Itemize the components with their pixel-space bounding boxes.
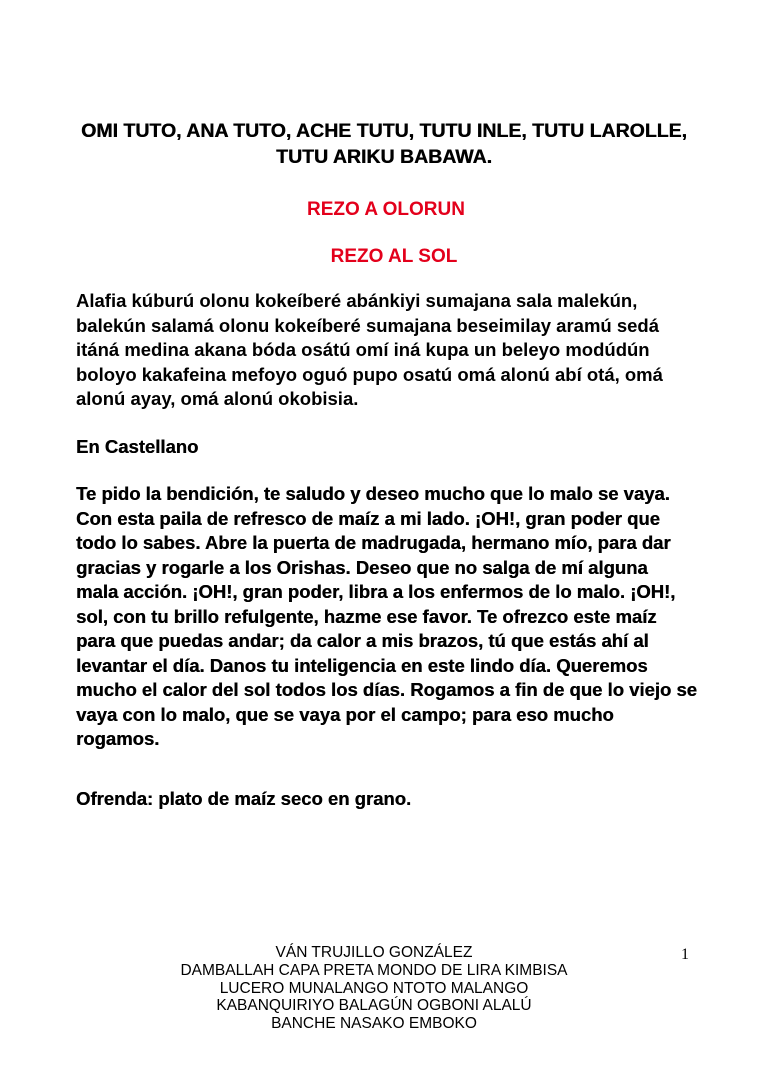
spanish-line: vaya con lo malo, que se vaya por el campo; para eso mucho: [76, 703, 614, 725]
document-title: [60, 118, 708, 170]
spanish-line: todo lo sabes. Abre la puerta de madrugada, hermano mío, para dar: [76, 532, 671, 553]
spanish-line: sol, con tu brillo refulgente, hazme ese favor. Te ofrezco este maíz: [76, 605, 657, 627]
title-line-2: TUTU ARIKU BABAWA.: [276, 146, 492, 168]
yoruba-line: alonú ayay, omá alonú okobisia.: [76, 388, 359, 409]
spanish-prayer-paragraph: [76, 482, 716, 752]
yoruba-line: balekún salamá olonu kokeíberé sumajana beseimilay aramú sedá: [76, 314, 660, 336]
spanish-line: rogamos.: [76, 728, 160, 749]
yoruba-line: Alafia kúburú olonu kokeíberé abánkiyi sumajana sala malekún,: [76, 290, 638, 311]
footer-line: BANCHE NASAKO EMBOKO: [271, 1015, 477, 1033]
title-line-1: OMI TUTO, ANA TUTO, ACHE TUTU, TUTU INLE, TUTU LAROLLE,: [81, 120, 687, 142]
yoruba-prayer-paragraph: [76, 289, 716, 412]
spanish-line: Te pido la bendición, te saludo y deseo mucho que lo malo se vaya.: [76, 483, 670, 504]
spanish-line: gracias y rogarle a los Orishas. Deseo que no salga de mí alguna: [76, 556, 648, 578]
heading-rezo-sol: REZO AL SOL: [330, 246, 458, 267]
footer-line: VÁN TRUJILLO GONZÁLEZ: [275, 944, 473, 961]
page-number: 1: [681, 946, 689, 963]
spanish-line: mucho el calor del sol todos los días. Rogamos a fin de que lo viejo se: [76, 679, 697, 700]
footer-line: DAMBALLAH CAPA PRETA MONDO DE LIRA KIMBISA: [180, 961, 568, 979]
yoruba-line: itáná medina akana bóda osátú omí iná kupa un beleyo modúdún: [76, 339, 650, 360]
castellano-label: En Castellano: [76, 436, 199, 457]
spanish-line: mala acción. ¡OH!, gran poder, libra a los enfermos de lo malo. ¡OH!,: [76, 581, 676, 602]
yoruba-line: boloyo kakafeina mefoyo oguó pupo osatú omá alonú abí otá, omá: [76, 363, 663, 385]
page-footer: [150, 944, 598, 1033]
spanish-line: para que puedas andar; da calor a mis brazos, tú que estás ahí al: [76, 630, 649, 651]
heading-rezo-olorun: REZO A OLORUN: [307, 199, 465, 220]
spanish-line: Con esta paila de refresco de maíz a mi lado. ¡OH!, gran poder que: [76, 507, 660, 529]
footer-line: KABANQUIRIYO BALAGÚN OGBONI ALALÚ: [216, 997, 532, 1015]
footer-line: LUCERO MUNALANGO NTOTO MALANGO: [219, 979, 529, 997]
spanish-line: levantar el día. Danos tu inteligencia en este lindo día. Queremos: [76, 654, 648, 676]
ofrenda-line: Ofrenda: plato de maíz seco en grano.: [76, 788, 412, 809]
